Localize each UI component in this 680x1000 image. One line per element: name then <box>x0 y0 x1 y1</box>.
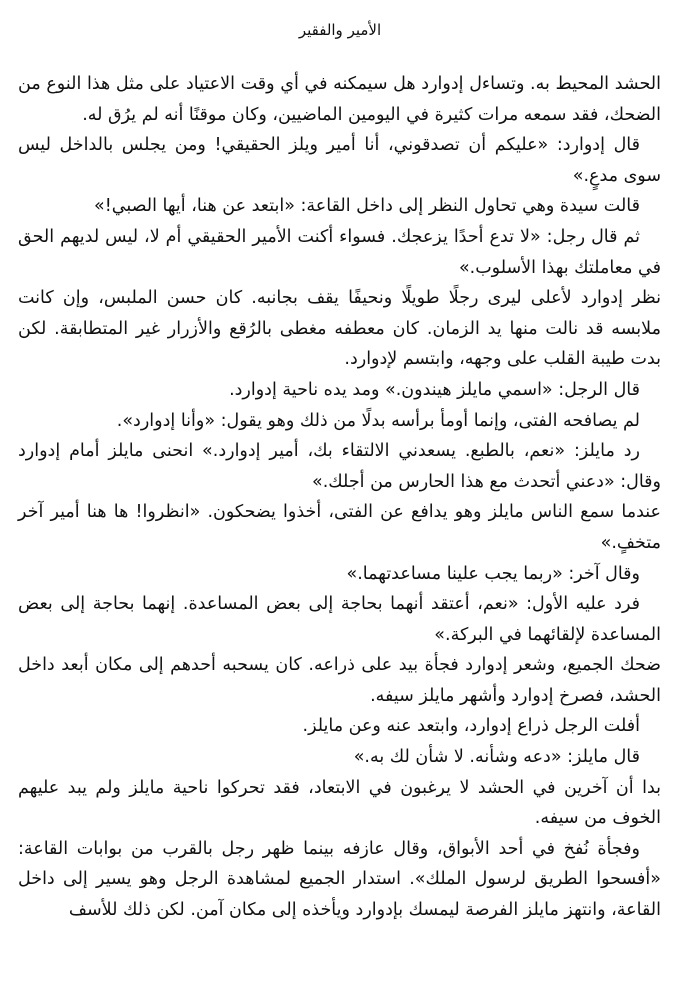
paragraph: عندما سمع الناس مايلز وهو يدافع عن الفتى، أخذوا يضحكون. «انظروا! ها هنا أمير آخر متخفٍ.» <box>18 502 661 553</box>
body-text <box>18 69 661 926</box>
paragraph: بدا أن آخرين في الحشد لا يرغبون في الابتعاد، فقد تحركوا ناحية مايلز ولم يبد عليهم الخوف من سيفه. <box>18 777 661 829</box>
paragraph: قالت سيدة وهي تحاول النظر إلى داخل القاعة: «ابتعد عن هنا، أيها الصبي!» <box>94 196 640 217</box>
paragraph: فرد عليه الأول: «نعم، أعتقد أنهما بحاجة إلى بعض المساعدة. إنهما بحاجة إلى بعض المساعدة لإلقائهما في البركة.» <box>18 594 661 645</box>
paragraph: قال إدوارد: «عليكم أن تصدقوني، أنا أمير ويلز الحقيقي! ومن يجلس بالداخل ليس سوى مدعٍ.» <box>18 135 661 186</box>
paragraph: نظر إدوارد لأعلى ليرى رجلًا طويلًا ونحيفًا يقف بجانبه. كان حسن الملبس، وإن كانت ملابسه قد نالت منها يد الزمان. كان معطفه مغطى بالرُقع والأزرار غير المتطابقة. لكن بدت طيبة القلب على وجهه، وابتسم لإدوارد. <box>18 288 661 370</box>
paragraph: وقال آخر: «ربما يجب علينا مساعدتهما.» <box>346 563 640 584</box>
paragraph: وفجأة نُفخ في أحد الأبواق، وقال عازفه بينما ظهر رجل بالقرب من بوابات القاعة: «أفسحوا الطريق لرسول الملك». استدار الجميع لمشاهدة الرجل وهو يسير إلى داخل القاعة، وانتهز مايلز الفرصة ليمسك بإدوارد ويأخذه إلى مكان آمن. لكن ذلك للأسف <box>18 838 661 921</box>
paragraph: قال الرجل: «اسمي مايلز هيندون.» ومد يده ناحية إدوارد. <box>229 379 640 400</box>
paragraph: الحشد المحيط به. وتساءل إدوارد هل سيمكنه في أي وقت الاعتياد على مثل هذا النوع من الضحك، فقد سمعه مرات كثيرة في اليومين الماضيين، وكان موقنًا أنه لم يرُق له. <box>18 74 661 125</box>
paragraph: لم يصافحه الفتى، وإنما أومأ برأسه بدلًا من ذلك وهو يقول: «وأنا إدوارد». <box>116 410 640 431</box>
running-header: الأمير والفقير <box>298 21 382 39</box>
paragraph: قال مايلز: «دعه وشأنه. لا شأن لك به.» <box>353 747 640 768</box>
paragraph: ضحك الجميع، وشعر إدوارد فجأة بيد على ذراعه. كان يسحبه أحدهم إلى مكان أبعد داخل الحشد، فصرخ إدوارد وأشهر مايلز سيفه. <box>18 655 661 706</box>
paragraph: رد مايلز: «نعم، بالطبع. يسعدني الالتقاء بك، أمير إدوارد.» انحنى مايلز أمام إدوارد وقال: «دعني أتحدث مع هذا الحارس من أجلك.» <box>18 441 661 492</box>
paragraph: أفلت الرجل ذراع إدوارد، وابتعد عنه وعن مايلز. <box>302 716 640 737</box>
paragraph: ثم قال رجل: «لا تدع أحدًا يزعجك. فسواء أكنت الأمير الحقيقي أم لا، ليس لديهم الحق في معاملتك بهذا الأسلوب.» <box>18 226 661 278</box>
